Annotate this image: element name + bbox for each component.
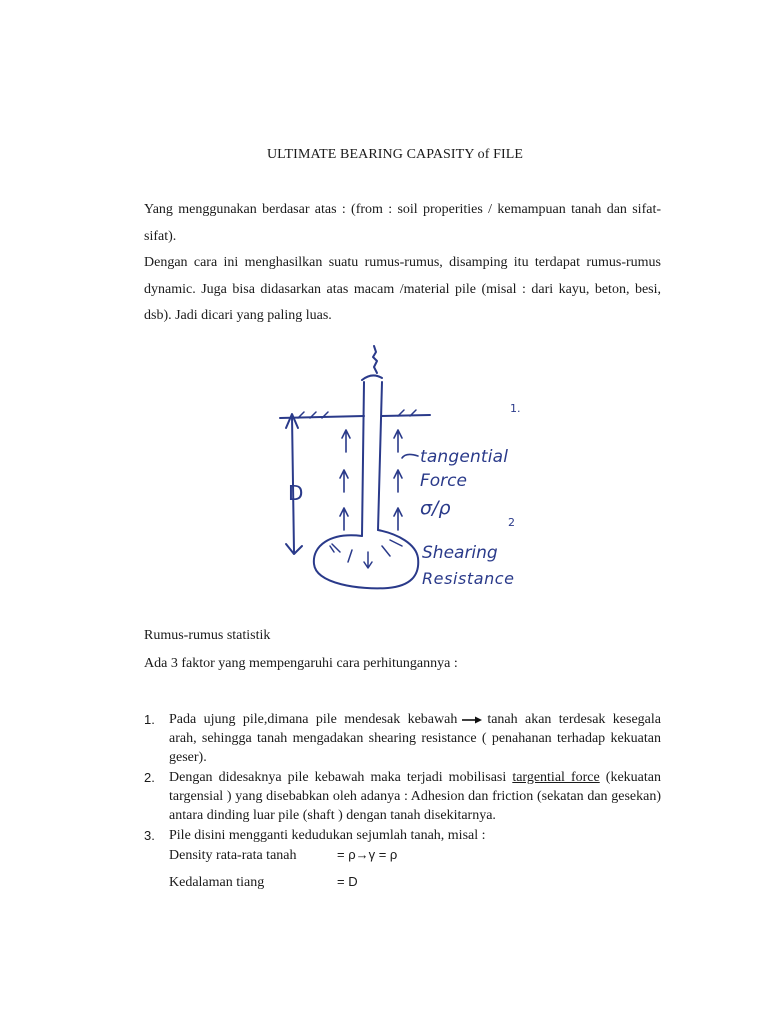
friction-arrow [394, 470, 402, 492]
depth-row [169, 874, 358, 891]
depth-label-text: Kedalaman tiang [169, 875, 265, 890]
underlined-term: targential force [512, 770, 600, 785]
pile-left-side [362, 382, 364, 536]
shear-arrow [364, 552, 372, 568]
density-row [169, 847, 397, 864]
list-text-part: Pada ujung pile,dimana pile mendesak kebawah [169, 712, 458, 727]
tangential-label-1: tangential [420, 447, 508, 467]
list-text-part: (kekuatan targensial ) yang disebabkan oleh adanya : Adhesion dan friction (sekatan dan gesekan) antara dinding luar pile (shaft ) dengan tanah disekitarnya. [169, 770, 661, 823]
depth-value: = D [337, 874, 358, 889]
depth-label: D [288, 481, 304, 505]
friction-arrow [342, 430, 350, 452]
marker-2: 2 [508, 516, 515, 529]
shear-arrow [382, 546, 390, 556]
list-number: 3. [144, 828, 155, 843]
marker-1: 1. [510, 402, 521, 415]
list-number: 2. [144, 770, 155, 785]
list-text: Pile disini mengganti kedudukan sejumlah tanah, misal : [169, 828, 486, 843]
friction-arrow [340, 470, 348, 492]
shearing-label-1: Shearing [422, 543, 498, 563]
density-value: = ρ→γ = ρ [337, 847, 398, 862]
shear-arrow [348, 550, 352, 562]
list-text-part: Dengan didesaknya pile kebawah maka terjadi mobilisasi [169, 770, 507, 785]
factors-intro: Ada 3 faktor yang mempengaruhi cara perhitungannya : [144, 656, 458, 671]
right-arrow-icon [461, 716, 483, 724]
pile-cap [362, 375, 382, 380]
pile-base-bulb [314, 530, 418, 588]
intro-paragraph: Yang menggunakan berdasar atas : (from : soil properities / kemampuan tanah dan sifat- sifat). [144, 202, 661, 244]
friction-arrow [340, 508, 348, 530]
shear-arrow [390, 540, 402, 546]
list-item [144, 710, 661, 767]
pile-sketch [270, 340, 530, 600]
ground-line [280, 415, 430, 418]
method-paragraph: Dengan cara ini menghasilkan suatu rumus-rumus, disamping itu terdapat rumus-rumus dynamic. Juga bisa didasarkan atas macam /material pile (misal : dari kayu, beton, besi, dsb). Jadi dicari yang paling luas. [144, 255, 661, 323]
list-item [144, 826, 661, 845]
pile-head-scribble [373, 346, 377, 373]
tangential-label-3: σ/ρ [420, 497, 451, 519]
list-text [169, 768, 661, 825]
tangential-pointer [402, 454, 418, 458]
shear-arrow [330, 544, 340, 552]
shearing-label-2: Resistance [422, 569, 514, 588]
list-number: 1. [144, 712, 155, 727]
tangential-label-2: Force [420, 471, 467, 491]
page-title: ULTIMATE BEARING CAPASITY of FILE [266, 147, 524, 162]
list-text-part: tanah akan terdesak kesegala arah, sehingga tanah mengadakan shearing resistance ( penahanan terhadap kekuatan geser). [169, 712, 661, 765]
list-text [169, 710, 661, 767]
density-label: Density rata-rata tanah [169, 848, 297, 863]
list-item [144, 768, 661, 825]
pile-right-side [378, 382, 382, 530]
section-heading: Rumus-rumus statistik [144, 628, 271, 643]
friction-arrow [394, 508, 402, 530]
friction-arrow [394, 430, 402, 452]
